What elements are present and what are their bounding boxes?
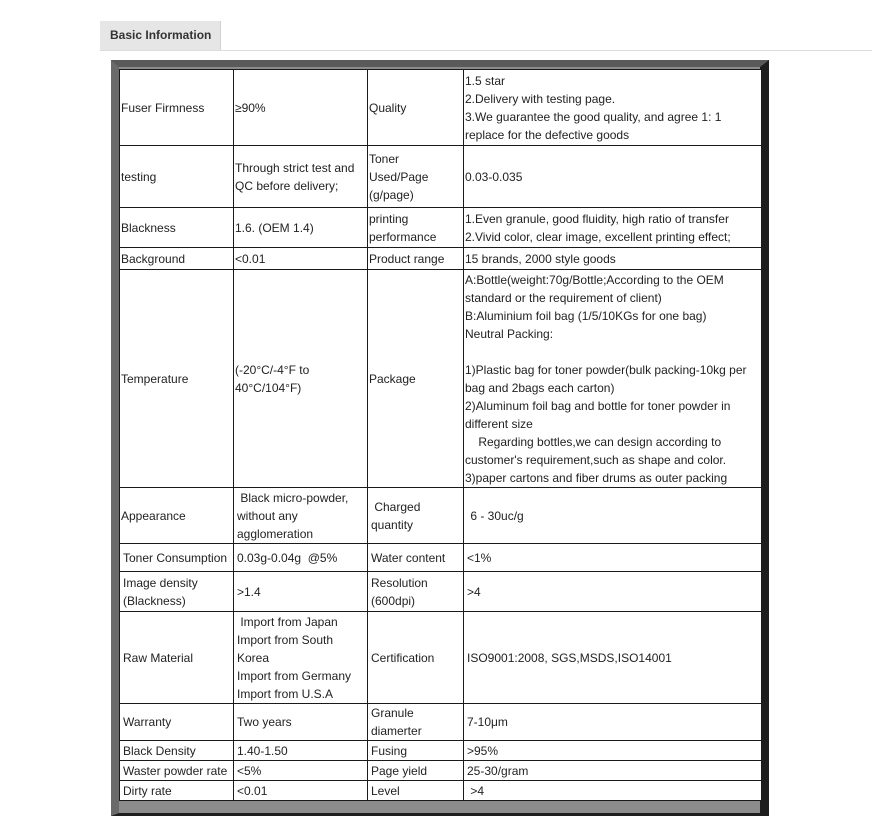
cell-line: performance [369, 229, 437, 244]
cell-line: 7-10μm [467, 715, 508, 729]
spec-value [464, 741, 762, 761]
table-row [120, 612, 762, 704]
spec-value [464, 208, 762, 248]
spec-value [234, 544, 368, 572]
spec-label [120, 741, 234, 761]
cell-line: (600dpi) [371, 593, 416, 608]
cell-line: 2.Delivery with testing page. [465, 91, 616, 106]
cell-line: <5% [237, 763, 262, 778]
cell-line: diamerter [371, 724, 422, 738]
spec-label [120, 544, 234, 572]
spec-label [120, 761, 234, 781]
table-row [120, 146, 762, 208]
spec-value [234, 70, 368, 146]
spec-label [368, 761, 464, 781]
spec-value [464, 146, 762, 208]
cell-line: Resolution [371, 575, 428, 590]
cell-line: Image density [123, 575, 198, 590]
cell-line: >4 [467, 584, 481, 599]
spec-label [120, 612, 234, 704]
spec-value [234, 488, 368, 544]
spec-label [120, 248, 234, 270]
table-row [120, 741, 762, 761]
cell-line: <0.01 [237, 783, 268, 798]
spec-value [464, 572, 762, 612]
cell-line: 0.03g-0.04g @5% [237, 550, 338, 565]
spec-value [464, 781, 762, 801]
cell-line: Toner [369, 151, 400, 166]
cell-line: testing [121, 169, 157, 184]
cell-line: Appearance [121, 508, 186, 523]
table-row [120, 572, 762, 612]
spec-label [368, 488, 464, 544]
cell-line: ≥90% [235, 100, 266, 115]
cell-line: (-20°C/-4°F to [235, 362, 310, 377]
table-row [120, 70, 762, 146]
cell-line: Dirty rate [123, 783, 172, 798]
spec-value [464, 248, 762, 270]
spec-label [368, 704, 464, 741]
cell-line: different size [465, 416, 533, 431]
cell-line: Certification [371, 650, 435, 665]
spec-value [234, 704, 368, 741]
cell-line: Blackness [121, 220, 176, 235]
cell-line: Toner Consumption [123, 550, 228, 565]
cell-line: >95% [467, 743, 499, 758]
cell-line: Neutral Packing: [465, 326, 554, 341]
spec-value [234, 146, 368, 208]
spec-label [368, 70, 464, 146]
spec-value [234, 572, 368, 612]
cell-line: Granule [371, 706, 414, 720]
cell-line: Import from South [237, 632, 334, 647]
cell-line: Import from U.S.A [237, 686, 334, 701]
tab-bar [100, 21, 872, 51]
table-row [120, 208, 762, 248]
cell-line: Used/Page [369, 169, 429, 184]
spec-label [368, 248, 464, 270]
cell-line: Background [121, 251, 186, 266]
cell-line: Page yield [371, 763, 428, 778]
cell-line: Waster powder rate [123, 763, 228, 778]
cell-line: Fuser Firmness [121, 100, 205, 115]
spec-value [234, 208, 368, 248]
cell-line: printing [369, 211, 409, 226]
spec-label [120, 572, 234, 612]
cell-line: B:Aluminium foil bag (1/5/10KGs for one bag) [465, 308, 707, 323]
spec-value [464, 544, 762, 572]
table-row [120, 781, 762, 801]
cell-line: 1.6. (OEM 1.4) [235, 220, 314, 235]
cell-line: A:Bottle(weight:70g/Bottle;According to the OEM [465, 272, 724, 287]
spec-value [464, 761, 762, 781]
cell-line: 6 - 30uc/g [467, 508, 524, 523]
cell-line: Two years [237, 715, 292, 729]
cell-line: <0.01 [235, 251, 266, 266]
cell-line: <1% [467, 550, 492, 565]
cell-line: quantity [371, 517, 414, 532]
spec-value [234, 781, 368, 801]
cell-line: Fusing [371, 743, 408, 758]
spec-value [464, 704, 762, 741]
cell-line: Temperature [121, 371, 189, 386]
spec-label [368, 781, 464, 801]
spec-label [120, 781, 234, 801]
table-row [120, 704, 762, 741]
cell-line: Through strict test and [235, 160, 355, 175]
cell-line: Import from Germany [237, 668, 352, 683]
table-row [120, 488, 762, 544]
tab-basic-information[interactable]: Basic Information [100, 21, 221, 50]
cell-line: (Blackness) [123, 593, 186, 608]
spec-label [368, 572, 464, 612]
table-row [120, 544, 762, 572]
cell-line: Black micro-powder, [237, 490, 349, 505]
spec-value [464, 70, 762, 146]
cell-line: standard or the requirement of client) [465, 290, 662, 305]
cell-line: Quality [369, 100, 407, 115]
spec-value [464, 612, 762, 704]
cell-line: 1.40-1.50 [237, 743, 288, 758]
cell-line: customer's requirement,such as shape and color. [465, 452, 727, 467]
spec-label [368, 612, 464, 704]
cell-line: agglomeration [237, 526, 314, 541]
cell-line: Black Density [123, 743, 196, 758]
cell-line: 3.We guarantee the good quality, and agree 1: 1 [465, 109, 722, 124]
spec-label [368, 741, 464, 761]
cell-line: >4 [467, 783, 485, 798]
table-row [120, 248, 762, 270]
spec-label [368, 146, 464, 208]
spec-value [234, 741, 368, 761]
cell-line: 3)paper cartons and fiber drums as outer packing [465, 470, 728, 485]
cell-line: 1.5 star [465, 73, 506, 88]
cell-line: Regarding bottles,we can design according to [465, 434, 722, 449]
cell-line: Warranty [123, 715, 172, 729]
cell-line: 0.03-0.035 [465, 169, 523, 184]
cell-line: Product range [369, 251, 445, 266]
cell-line: 2)Aluminum foil bag and bottle for toner powder in [465, 398, 731, 413]
cell-line: >1.4 [237, 584, 261, 599]
spec-value [234, 248, 368, 270]
spec-table [119, 69, 762, 801]
spec-value [464, 270, 762, 488]
cell-line: (g/page) [369, 187, 414, 202]
spec-label [120, 270, 234, 488]
cell-line: replace for the defective goods [465, 127, 630, 142]
spec-value [234, 761, 368, 781]
spec-value [234, 270, 368, 488]
spec-label [120, 488, 234, 544]
spec-label [120, 146, 234, 208]
cell-line: bag and 2bags each carton) [465, 380, 615, 395]
cell-line: QC before delivery; [235, 178, 339, 193]
cell-line: Water content [371, 550, 446, 565]
cell-line: 1)Plastic bag for toner powder(bulk packing-10kg per [465, 362, 747, 377]
cell-line: Import from Japan [237, 614, 338, 629]
cell-line: ISO9001:2008, SGS,MSDS,ISO14001 [467, 650, 672, 665]
spec-label [368, 270, 464, 488]
cell-line: Raw Material [123, 650, 194, 665]
spec-label [368, 544, 464, 572]
cell-line: 1.Even granule, good fluidity, high ratio of transfer [465, 211, 729, 226]
cell-line: Package [369, 371, 416, 386]
cell-line: Korea [237, 650, 270, 665]
cell-line: 25-30/gram [467, 763, 529, 778]
spec-label [120, 70, 234, 146]
table-row [120, 761, 762, 781]
cell-line: 15 brands, 2000 style goods [465, 251, 616, 266]
table-row [120, 270, 762, 488]
cell-line: Charged [371, 499, 421, 514]
spec-label [368, 208, 464, 248]
spec-value [234, 612, 368, 704]
spec-value [464, 488, 762, 544]
cell-line: 40°C/104°F) [235, 380, 302, 395]
cell-line: 2.Vivid color, clear image, excellent printing effect; [465, 229, 731, 244]
cell-line: without any [237, 508, 298, 523]
cell-line: Level [371, 783, 400, 798]
spec-label [120, 208, 234, 248]
spec-label [120, 704, 234, 741]
